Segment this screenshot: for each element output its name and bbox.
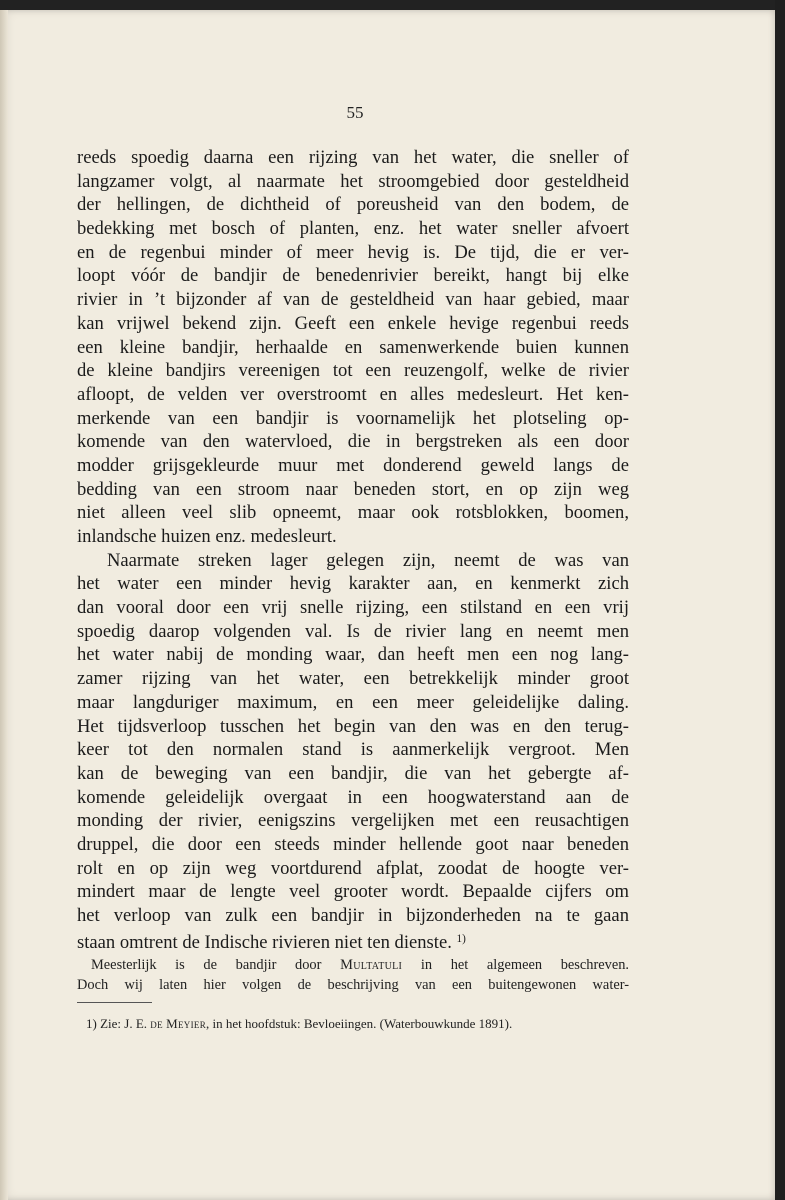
footnote-marker: 1) bbox=[86, 1016, 97, 1031]
text-line: reeds spoedig daarna een rijzing van het water, die sneller of bbox=[77, 147, 629, 168]
text-line: en de regenbui minder of meer hevig is. De tijd, die er ver- bbox=[77, 241, 629, 263]
text-line: rolt en op zijn weg voortdurend afplat, zoodat de hoogte ver- bbox=[77, 857, 629, 879]
footnote-divider bbox=[77, 1002, 152, 1003]
text-line: Het tijdsverloop tusschen het begin van den was en den terug- bbox=[77, 715, 629, 737]
text-line: bedekking met bosch of planten, enz. het water sneller afvoert bbox=[77, 218, 629, 240]
text-line: keer tot den normalen stand is aanmerkelijk vergroot. Men bbox=[77, 739, 629, 761]
text-line: loopt vóór de bandjir de benedenrivier bereikt, hangt bij elke bbox=[77, 265, 629, 287]
text-line: zamer rijzing van het water, een betrekkelijk minder groot bbox=[77, 668, 629, 690]
text-line: rivier in ’t bijzonder af van de gesteldheid van haar gebied, maar bbox=[77, 289, 629, 311]
quote-line bbox=[77, 955, 629, 975]
quoted-passage bbox=[77, 955, 629, 995]
text-line: kan de beweging van een bandjir, die van het gebergte af- bbox=[77, 762, 629, 784]
text-line: komende van den watervloed, die in bergstreken als een door bbox=[77, 431, 629, 453]
text-line: druppel, die door een steeds minder hellende goot naar beneden bbox=[77, 833, 629, 855]
quote-line: Doch wij laten hier volgen de beschrijving van een buitengewonen water- bbox=[77, 977, 629, 993]
text-line: modder grijsgekleurde muur met donderend geweld langs de bbox=[77, 454, 629, 476]
text-line: merkende van een bandjir is voornamelijk het plotseling op- bbox=[77, 407, 629, 429]
quote-author: Multatuli bbox=[340, 957, 403, 973]
text-line: een kleine bandjir, herhaalde en samenwerkende buien kunnen bbox=[77, 336, 629, 358]
text-line: monding der rivier, eenigszins vergelijken met een reusachtigen bbox=[77, 810, 629, 832]
footnote-label: Zie: J. E. bbox=[100, 1016, 148, 1031]
text-line: het verloop van zulk een bandjir in bijzonderheden na te gaan bbox=[77, 905, 629, 926]
footnote bbox=[86, 1014, 606, 1034]
text-line: de kleine bandjirs vereenigen tot een reuzengolf, welke de rivier bbox=[77, 360, 629, 382]
text-line: inlandsche huizen enz. medesleurt. bbox=[77, 526, 337, 547]
text-line: het water een minder hevig karakter aan, en kenmerkt zich bbox=[77, 573, 629, 595]
quote-text: in het algemeen beschreven. bbox=[420, 957, 630, 973]
text-line: staan omtrent de Indische rivieren niet ten dienste. bbox=[77, 931, 452, 953]
page-number: 55 bbox=[346, 103, 364, 122]
text-line: niet alleen veel slib opneemt, maar ook rotsblokken, boomen, bbox=[77, 502, 629, 524]
body-text bbox=[77, 146, 629, 951]
text-line: het water nabij de monding waar, dan heeft men een nog lang- bbox=[77, 644, 629, 666]
text-line: mindert maar de lengte veel grooter wordt. Bepaalde cijfers om bbox=[77, 881, 629, 903]
scan-right-border bbox=[775, 0, 785, 1200]
text-line: langzamer volgt, al naarmate het stroomgebied door gesteldheid bbox=[77, 170, 629, 192]
text-line: bedding van een stroom naar beneden stort, en op zijn weg bbox=[77, 478, 629, 500]
text-line: komende geleidelijk overgaat in een hoogwaterstand aan de bbox=[77, 786, 629, 808]
quote-text: Meesterlijk is de bandjir door bbox=[91, 957, 322, 973]
text-line: afloopt, de velden ver overstroomt en alles medesleurt. Het ken- bbox=[77, 383, 629, 405]
footnote-author: Meyier bbox=[166, 1016, 206, 1031]
text-line: kan vrijwel bekend zijn. Geeft een enkele hevige regenbui reeds bbox=[77, 312, 629, 334]
text-line-with-note bbox=[77, 928, 629, 952]
text-line: maar langduriger maximum, en een meer geleidelijke daling. bbox=[77, 691, 629, 713]
text-line: dan vooral door een vrij snelle rijzing, een stilstand en een vrij bbox=[77, 597, 629, 619]
footnote-author-prefix: de bbox=[150, 1016, 163, 1031]
footnote-reference: 1) bbox=[456, 932, 466, 945]
footnote-text: , in het hoofdstuk: Bevloeiingen. (Waterbouwkunde 1891). bbox=[206, 1016, 513, 1031]
paragraph-start-line: Naarmate streken lager gelegen zijn, neemt de was van bbox=[107, 549, 629, 571]
text-line: der hellingen, de dichtheid of poreusheid van den bodem, de bbox=[77, 194, 629, 216]
page-binding-shadow bbox=[0, 10, 8, 1200]
text-line: spoedig daarop volgenden val. Is de rivier lang en neemt men bbox=[77, 620, 629, 642]
